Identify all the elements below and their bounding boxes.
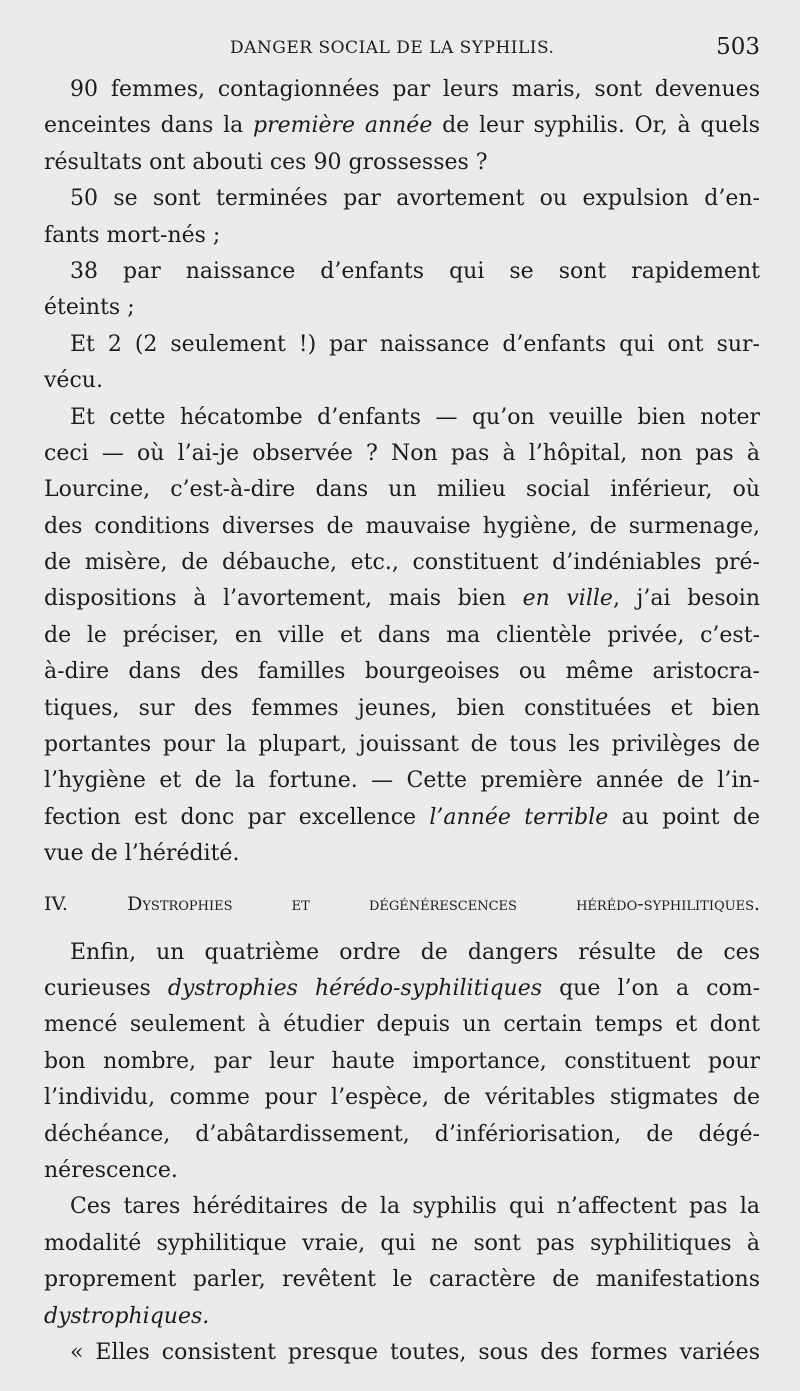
text-line: Et 2 (2 seulement !) par naissance d’enfants qui ont sur- bbox=[70, 331, 760, 357]
text-line: ceci — où l’ai-je observée ? Non pas à l’hôpital, non pas à bbox=[44, 440, 760, 466]
text-line: 38 par naissance d’enfants qui se sont rapidement bbox=[70, 258, 760, 284]
emphasis: en ville bbox=[522, 586, 613, 612]
text-line: mencé seulement à étudier depuis un certain temps et dont bbox=[44, 1012, 760, 1038]
text-line: éteints ; bbox=[44, 295, 135, 321]
text-line: l’hygiène et de la fortune. — Cette première année de l’in- bbox=[44, 768, 760, 794]
section-title: Dystrophies et dégénérescences hérédo-syphilitiques. bbox=[127, 892, 761, 915]
text-line: des conditions diverses de mauvaise hygiène, de surmenage, bbox=[44, 513, 760, 539]
spacer bbox=[44, 925, 760, 935]
section-heading bbox=[44, 873, 760, 925]
text-line: déchéance, d’abâtardissement, d’infériorisation, de dégé- bbox=[44, 1121, 760, 1147]
text-line: de misère, de débauche, etc., constituent d’indéniables pré- bbox=[44, 550, 760, 576]
text-line: de le préciser, en ville et dans ma clientèle privée, c’est- bbox=[44, 622, 760, 648]
text-line: portantes pour la plupart, jouissant de tous les privilèges de bbox=[44, 732, 760, 758]
text-line: Ces tares héréditaires de la syphilis qui n’affectent pas la bbox=[70, 1194, 760, 1220]
text-line: enceintes dans la première année de leur syphilis. Or, à quels bbox=[44, 113, 760, 139]
text-line: vécu. bbox=[44, 368, 103, 394]
running-head-title: DANGER SOCIAL DE LA SYPHILIS. bbox=[230, 38, 555, 58]
text-line: fants mort-nés ; bbox=[44, 222, 221, 248]
text-line: 50 se sont terminées par avortement ou expulsion d’en- bbox=[70, 186, 760, 212]
text-line: modalité syphilitique vraie, qui ne sont pas syphilitiques à bbox=[44, 1230, 760, 1256]
text-line: vue de l’hérédité. bbox=[44, 841, 240, 867]
text-line: Et cette hécatombe d’enfants — qu’on veuille bien noter bbox=[70, 404, 760, 430]
emphasis: dystrophiques. bbox=[44, 1303, 210, 1329]
text-line: dispositions à l’avortement, mais bien en ville, j’ai besoin bbox=[44, 586, 760, 612]
text-line: bon nombre, par leur haute importance, constituent pour bbox=[44, 1048, 760, 1074]
text-line bbox=[44, 1299, 760, 1335]
emphasis: l’année terrible bbox=[429, 804, 609, 830]
emphasis: dystrophies hérédo-syphilitiques bbox=[167, 975, 543, 1001]
running-head bbox=[44, 34, 760, 64]
text-line: tiques, sur des femmes jeunes, bien constituées et bien bbox=[44, 695, 760, 721]
text-line: curieuses dystrophies hérédo-syphilitiques que l’on a com- bbox=[44, 975, 761, 1001]
section-numeral: IV. bbox=[44, 892, 68, 915]
text-line: l’individu, comme pour l’espèce, de véritables stigmates de bbox=[44, 1085, 760, 1111]
text-line: fection est donc par excellence l’année terrible au point de bbox=[44, 804, 760, 830]
text-line: proprement parler, revêtent le caractère de manifestations bbox=[44, 1267, 760, 1293]
text-line: « Elles consistent presque toutes, sous des formes variées bbox=[70, 1339, 760, 1365]
page-number: 503 bbox=[716, 34, 760, 60]
text-line: Enfin, un quatrième ordre de dangers résulte de ces bbox=[70, 939, 760, 965]
emphasis: première année bbox=[253, 113, 433, 139]
text-line: 90 femmes, contagionnées par leurs maris, sont devenues bbox=[70, 77, 760, 102]
body-text bbox=[44, 72, 760, 1371]
text-line: nérescence. bbox=[44, 1157, 178, 1183]
text-line: Lourcine, c’est-à-dire dans un milieu social inférieur, où bbox=[44, 477, 760, 503]
text-line: à-dire dans des familles bourgeoises ou même aristocra- bbox=[44, 659, 760, 685]
text-line: résultats ont abouti ces 90 grossesses ? bbox=[44, 149, 488, 175]
